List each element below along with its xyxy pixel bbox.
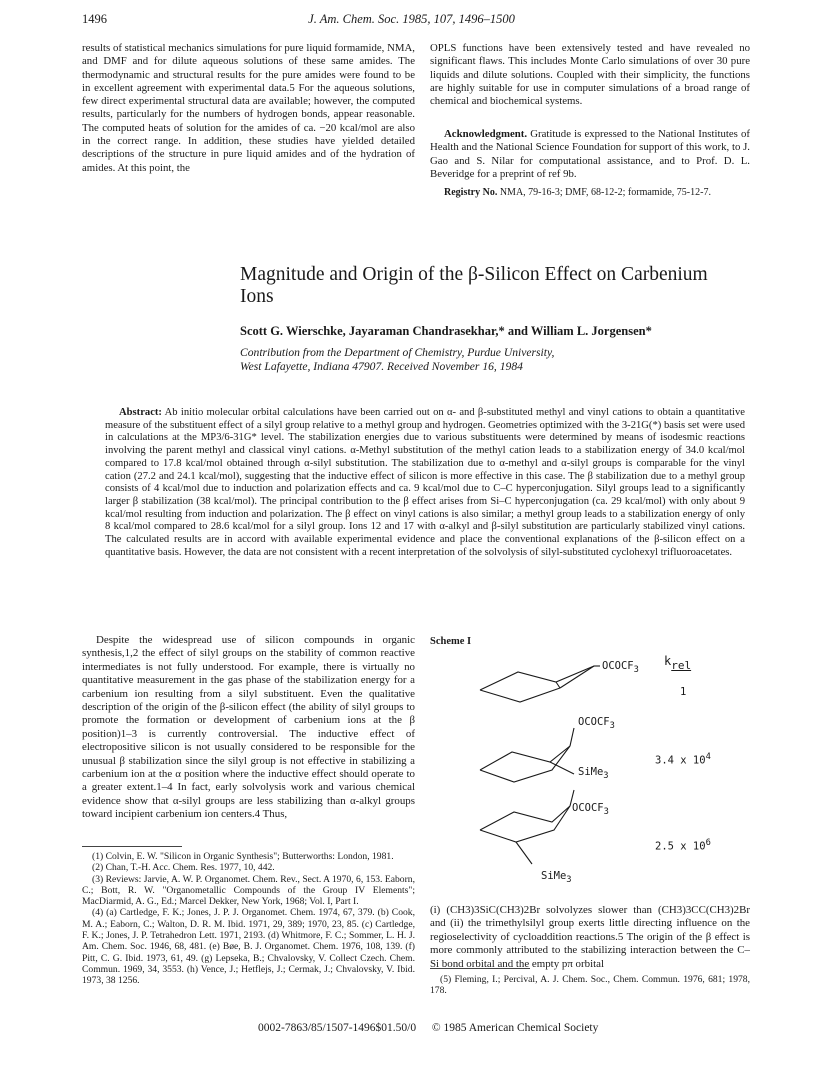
right-column-text: (i) (CH3)3SiC(CH3)2Br solvolyzes slower than (CH3)3CC(CH3)2Br and (ii) the trimethylsilyl group exerts little directing influence on the regioselectivity of cycloaddition reactions.5 The origin of the β effect is more commonly attributed to the stabilizing interaction between the C–Si bond orbital and the empty pπ orbital: [430, 904, 750, 970]
affiliation-line-2: West Lafayette, Indiana 47907. Received November 16, 1984: [240, 360, 523, 373]
footnote-4: (4) (a) Cartledge, F. K.; Jones, J. P. J. Organomet. Chem. 1974, 67, 379. (b) Cook, M. A.; Eaborn, C.; Walton, D. R. M. Ibid. 1971, 29, 389; 1970, 23, 85. (c) Cartledge, F. K.; Jones, J. P. Tetrahedron Lett. 1971, 2193. (d) Whitmore, F. C.; Sommer, L. H. J. Am. Chem. Soc. 1946, 68, 481. (e) Bøe, B. J. Organomet. Chem. 1976, 108, 139. (f) Pitt, C. G. Ibid. 1973, 61, 49. (g) Lepseka, B.; Chvalovsky, V. Collect Czech. Chem. Commun. 1969, 34, 3553. (h) Vence, J.; Hetflejs, J.; Cermak, J.; Chvalovsky, V. Ibid. 1973, 38 1256.: [82, 907, 415, 987]
cyclohexane-ring-1: [480, 666, 594, 690]
scheme-3-ester-label: $OCOCF_3$: [572, 802, 609, 818]
footnote-rule-left: [82, 846, 182, 847]
scheme-structures: [470, 660, 620, 870]
footnote-1: (1) Colvin, E. W. "Silicon in Organic Synthesis"; Butterworths: London, 1981.: [92, 851, 394, 862]
journal-header: J. Am. Chem. Soc. 1985, 107, 1496–1500: [308, 12, 515, 26]
footnote-3: (3) Reviews: Jarvie, A. W. P. Organomet. Chem. Rev., Sect. A 1970, 6, 153. Eaborn, C.; Bott, R. W. "Organometallic Compounds of the Group IV Elements"; MacDiarmid, A. G., Ed.; Marcel Dekker, New York, 1968; Vol. I, Part I.: [82, 873, 415, 908]
footnote-rule-right: [430, 968, 530, 969]
prev-article-left-text: results of statistical mechanics simulations for pure liquid formamide, NMA, and DMF and for dilute aqueous solutions of these same amides. The thermodynamic and structural results for the pure amides were found to be in excellent agreement with experimental data.5 For the aqueous solutions, few direct experimental structural data are available; however, the computed results, particularly for the numbers of hydrogen bonds, appear reasonable. The computed heats of solution for the amides of ca. −20 kcal/mol are also in the correct range. In addition, these studies have yielded detailed descriptions of the structure in pure liquid amides and of the hydration of amides. At this point, the: [82, 42, 415, 174]
intro-paragraph: Despite the widespread use of silicon compounds in organic synthesis,1,2 the effect of silyl groups on the stability of common reactive intermediates is not fully understood. For example, there is virtually no quantitative measurement in the gas phase of the stabilization energy for a carbenium ion resulting from a silyl substituent. Even the qualitative description of the origin of the β-silicon effect (the ability of silyl groups to promote the formation or development of carbenium ions at the β position)1–3 is currently controversial. The inductive effect of electropositive silicon is not usually considered to be responsible for the unusual β stabilization since the silyl group is not effective in stabilizing a carbenium ion at the α position where the inductive effect should operate to a greater extent.1–4 In fact, early solvolysis work and various chemical evidence show that α-silyl groups are less stabilizing than α-alkyl groups toward incipient carbenium ion centers.4 Thus,: [82, 634, 415, 821]
article-authors: Scott G. Wierschke, Jayaraman Chandrasekhar,* and William L. Jorgensen*: [240, 324, 652, 338]
footnote-5: (5) Fleming, I.; Percival, A. J. Chem. Soc., Chem. Commun. 1976, 681; 1978, 178.: [430, 974, 750, 997]
footer: [258, 1022, 598, 1034]
krel-label: $k_{rel}$: [664, 654, 692, 673]
article-title-line-1: Magnitude and Origin of the β-Silicon Effect on Carbenium: [240, 264, 708, 285]
acknowledgment-text: Gratitude is expressed to the National Institutes of Health and the National Science Foundation for support of this work, to J. Gao and S. Nilar for computational assistance, and to Prof. D. L. Beveridge for a preprint of ref 9b.: [430, 128, 750, 180]
footnotes-left: [82, 851, 415, 987]
scheme-3-krel: 2.5 x $10^6$: [655, 838, 711, 853]
footer-copyright: © 1985 American Chemical Society: [431, 1022, 599, 1034]
scheme-1-ester-label: $OCOCF_3$: [602, 660, 639, 676]
registry-text: NMA, 79-16-3; DMF, 68-12-2; formamide, 75-12-7.: [499, 187, 711, 198]
scheme-3-silyl-label: SiMe$_3$: [541, 870, 572, 886]
article-title: [240, 264, 760, 308]
footnote-2: (2) Chan, T.-H. Acc. Chem. Res. 1977, 10, 442.: [92, 862, 275, 874]
page-number: 1496: [82, 12, 107, 26]
registry-numbers: [444, 186, 764, 199]
acknowledgment-label: Acknowledgment.: [444, 128, 528, 140]
scheme-label: Scheme I: [430, 636, 472, 647]
scheme-2-ester-label: $OCOCF_3$: [578, 716, 615, 732]
cyclohexane-ring-2: [480, 728, 574, 782]
prev-article-right-text: OPLS functions have been extensively tested and have revealed no significant flaws. This includes Monte Carlo simulations of over 30 pure liquids and dilute solutions. Coupled with their simplicity, the functions are highly suitable for use in computer simulations of a broad range of chemical and biochemical systems.: [430, 42, 750, 108]
abstract-label: Abstract:: [119, 407, 162, 418]
abstract: [105, 407, 745, 559]
acknowledgment: [430, 128, 750, 181]
article-title-line-2: Ions: [240, 286, 274, 307]
article-affiliation: [240, 346, 554, 374]
scheme-2-krel: 3.4 x $10^4$: [655, 752, 711, 767]
abstract-text: Ab initio molecular orbital calculations have been carried out on α- and β-substituted methyl and vinyl cations to obtain a quantitative measure of the substituent effect of a silyl group relative to a methyl group and hydrogen. Geometries optimized with the 3-21G(*) basis set were used in calculations at the MP3/6-31G* level. The stabilization energies due to various substituents were determined by means of isodesmic reactions involving the parent methyl and classical vinyl cations. α-Methyl substitution of the methyl cation leads to a stabilization energy of 34.0 kcal/mol compared to 17.8 kcal/mol obtained through α-silyl substitution. The stabilization due to α-methyl and α-silyl groups is comparable for the vinyl cation (27.2 and 24.1 kcal/mol), suggesting that the inductive effect of silicon is more effective in this case. The β stabilization due to a methyl group consists of 4 kcal/mol due to induction and polarization effects and ca. 9 kcal/mol due to C–C hyperconjugation. Silyl groups lead to a significantly larger β stabilization (38 kcal/mol). The principal contribution to the β effect arises from Si–C hyperconjugation (ca. 29 kcal/mol) with only about 9 kcal/mol resulting from induction and polarization. The β effect on vinyl cations is also similar; a methyl group leads to a stabilization energy of only 8 kcal/mol compared to 28.6 kcal/mol for a silyl group. Ions 12 and 17 with α-alkyl and β-silyl substitution are particularly stabilized vinyl cations. The calculated results are in accord with available experimental evidence and place the conventional explanations of the β-silicon effect on a quantitative basis. However, the data are not consistent with a recent interpretation of the solvolysis of silyl-substituted cyclohexyl trifluoroacetates.: [105, 407, 745, 558]
registry-label: Registry No.: [444, 187, 498, 198]
scheme-2-silyl-label: SiMe$_3$: [578, 766, 609, 782]
cyclohexane-ring-3: [480, 790, 574, 864]
footer-code: 0002-7863/85/1507-1496$01.50/0: [258, 1022, 417, 1034]
scheme-1-krel: 1: [680, 686, 687, 698]
affiliation-line-1: Contribution from the Department of Chemistry, Purdue University,: [240, 346, 555, 359]
